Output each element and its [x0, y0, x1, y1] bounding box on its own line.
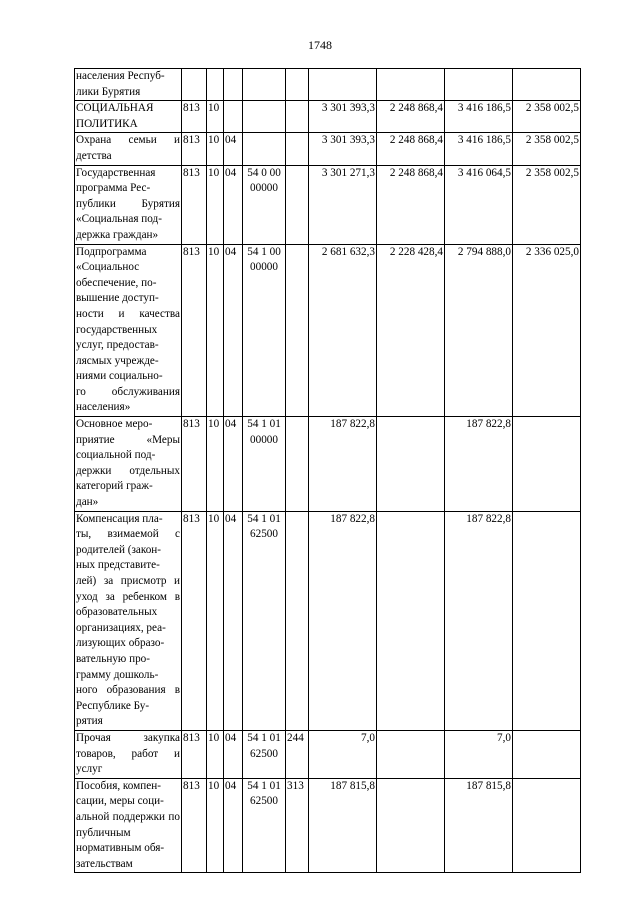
- row-name-cell: Компенсация пла- ты, взимаемой с родителей (закон- ных представите- лей) за присмотр и уход за ребенком в образовательных организациях, реа- лизующих образо- вательную про- грамму дошколь- ного образования в Республике Бу- рятия: [75, 511, 182, 730]
- expense-type-cell: 244: [286, 730, 309, 778]
- budget-table: [74, 68, 581, 873]
- amount-4-cell: [513, 511, 581, 730]
- amount-1-cell: 187 822,8: [309, 511, 377, 730]
- ministry-code-cell: 813: [182, 165, 207, 244]
- expense-type-cell: [286, 101, 309, 133]
- section-code-cell: 10: [207, 101, 224, 133]
- row-name-cell: Подпрограмма «Социальнос обеспечение, по- вышение доступ- ности и качества государственных услуг, предостав- лясмых учрежде- ниями социально- го обслуживания населения»: [75, 244, 182, 417]
- amount-2-cell: 2 248 868,4: [377, 133, 445, 165]
- table-row: [75, 244, 581, 417]
- expense-type-cell: [286, 511, 309, 730]
- table-row: [75, 69, 581, 101]
- section-code-cell: 10: [207, 778, 224, 873]
- section-code-cell: 10: [207, 417, 224, 512]
- amount-1-cell: 2 681 632,3: [309, 244, 377, 417]
- amount-4-cell: 2 358 002,5: [513, 133, 581, 165]
- amount-1-cell: [309, 69, 377, 101]
- target-article-cell: 54 1 00 00000: [243, 244, 286, 417]
- amount-4-cell: [513, 417, 581, 512]
- amount-4-cell: [513, 778, 581, 873]
- row-name-cell: населения Респуб- лики Бурятия: [75, 69, 182, 101]
- row-name-cell: СОЦИАЛЬНАЯ ПОЛИТИКА: [75, 101, 182, 133]
- table-row: [75, 778, 581, 873]
- row-name-cell: Пособия, компен- сации, меры соци- альной поддержки по публичным нормативным обя- зательствам: [75, 778, 182, 873]
- amount-3-cell: 2 794 888,0: [445, 244, 513, 417]
- amount-3-cell: 187 815,8: [445, 778, 513, 873]
- section-code-cell: 10: [207, 511, 224, 730]
- table-row: [75, 417, 581, 512]
- target-article-cell: 54 1 01 62500: [243, 778, 286, 873]
- section-code-cell: 10: [207, 730, 224, 778]
- amount-2-cell: [377, 417, 445, 512]
- table-row: [75, 133, 581, 165]
- amount-3-cell: 3 416 064,5: [445, 165, 513, 244]
- expense-type-cell: [286, 69, 309, 101]
- expense-type-cell: 313: [286, 778, 309, 873]
- amount-3-cell: [445, 69, 513, 101]
- subsection-code-cell: [224, 69, 243, 101]
- ministry-code-cell: 813: [182, 417, 207, 512]
- amount-1-cell: 187 815,8: [309, 778, 377, 873]
- amount-2-cell: [377, 730, 445, 778]
- ministry-code-cell: 813: [182, 511, 207, 730]
- section-code-cell: 10: [207, 244, 224, 417]
- amount-3-cell: 187 822,8: [445, 417, 513, 512]
- ministry-code-cell: 813: [182, 778, 207, 873]
- ministry-code-cell: 813: [182, 244, 207, 417]
- table-row: [75, 730, 581, 778]
- row-name-cell: Охрана семьи и детства: [75, 133, 182, 165]
- expense-type-cell: [286, 244, 309, 417]
- amount-4-cell: 2 336 025,0: [513, 244, 581, 417]
- target-article-cell: 54 1 01 00000: [243, 417, 286, 512]
- amount-1-cell: 3 301 271,3: [309, 165, 377, 244]
- section-code-cell: [207, 69, 224, 101]
- subsection-code-cell: 04: [224, 778, 243, 873]
- ministry-code-cell: 813: [182, 730, 207, 778]
- amount-4-cell: [513, 730, 581, 778]
- subsection-code-cell: 04: [224, 165, 243, 244]
- target-article-cell: [243, 133, 286, 165]
- section-code-cell: 10: [207, 165, 224, 244]
- amount-2-cell: [377, 778, 445, 873]
- target-article-cell: 54 0 00 00000: [243, 165, 286, 244]
- subsection-code-cell: 04: [224, 511, 243, 730]
- amount-3-cell: 3 416 186,5: [445, 133, 513, 165]
- amount-3-cell: 187 822,8: [445, 511, 513, 730]
- page-number: 1748: [308, 38, 332, 52]
- subsection-code-cell: 04: [224, 730, 243, 778]
- expense-type-cell: [286, 133, 309, 165]
- target-article-cell: 54 1 01 62500: [243, 511, 286, 730]
- ministry-code-cell: 813: [182, 101, 207, 133]
- subsection-code-cell: 04: [224, 244, 243, 417]
- table-row: [75, 511, 581, 730]
- amount-1-cell: 3 301 393,3: [309, 133, 377, 165]
- target-article-cell: [243, 69, 286, 101]
- amount-1-cell: 7,0: [309, 730, 377, 778]
- amount-1-cell: 3 301 393,3: [309, 101, 377, 133]
- amount-2-cell: [377, 69, 445, 101]
- amount-4-cell: [513, 69, 581, 101]
- row-name-cell: Прочая закупка товаров, работ и услуг: [75, 730, 182, 778]
- target-article-cell: 54 1 01 62500: [243, 730, 286, 778]
- amount-3-cell: 3 416 186,5: [445, 101, 513, 133]
- expense-type-cell: [286, 417, 309, 512]
- subsection-code-cell: [224, 101, 243, 133]
- table-row: [75, 101, 581, 133]
- amount-2-cell: [377, 511, 445, 730]
- amount-2-cell: 2 248 868,4: [377, 165, 445, 244]
- amount-2-cell: 2 228 428,4: [377, 244, 445, 417]
- amount-1-cell: 187 822,8: [309, 417, 377, 512]
- target-article-cell: [243, 101, 286, 133]
- amount-4-cell: 2 358 002,5: [513, 165, 581, 244]
- ministry-code-cell: [182, 69, 207, 101]
- row-name-cell: Основное меро- приятие «Меры социальной под- держки отдельных категорий граж- дан»: [75, 417, 182, 512]
- ministry-code-cell: 813: [182, 133, 207, 165]
- amount-4-cell: 2 358 002,5: [513, 101, 581, 133]
- subsection-code-cell: 04: [224, 133, 243, 165]
- expense-type-cell: [286, 165, 309, 244]
- row-name-cell: Государственная программа Рес- публики Бурятия «Социальная под- держка граждан»: [75, 165, 182, 244]
- amount-2-cell: 2 248 868,4: [377, 101, 445, 133]
- amount-3-cell: 7,0: [445, 730, 513, 778]
- subsection-code-cell: 04: [224, 417, 243, 512]
- section-code-cell: 10: [207, 133, 224, 165]
- table-row: [75, 165, 581, 244]
